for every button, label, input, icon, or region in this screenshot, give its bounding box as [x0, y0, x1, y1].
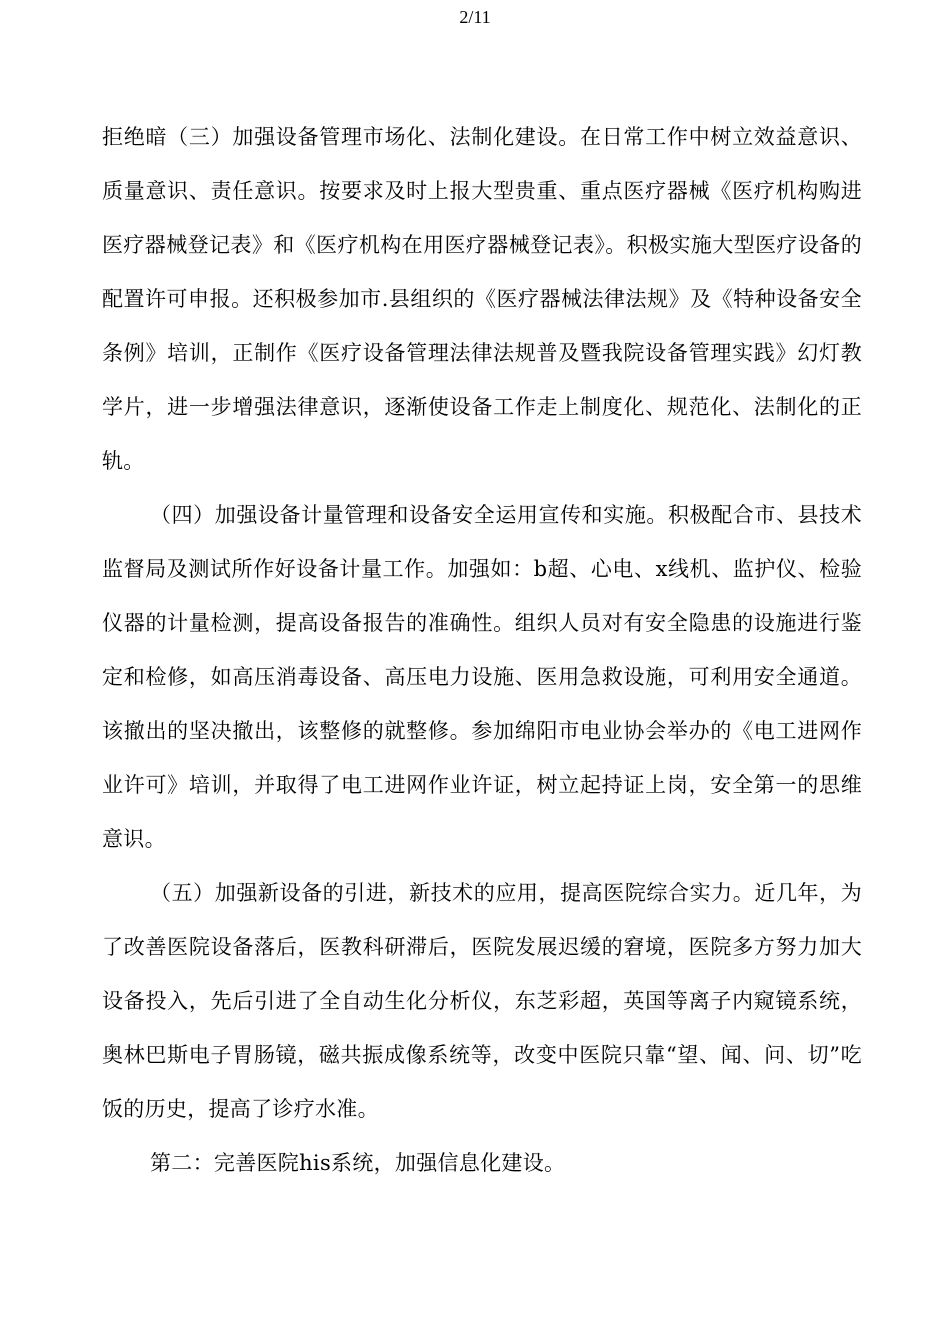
- paragraph-equipment-legal-management: 拒绝暗（三）加强设备管理市场化、法制化建设。在日常工作中树立效益意识、质量意识、责任意识。按要求及时上报大型贵重、重点医疗器械《医疗机构购进医疗器械登记表》和《医疗机构在用医疗器械登记表》。积极实施大型医疗设备的配置许可申报。还积极参加市.县组织的《医疗器械法律法规》及《特种设备安全条例》培训，正制作《医疗设备管理法律法规普及暨我院设备管理实践》幻灯教学片，进一步增强法律意识，逐渐使设备工作走上制度化、规范化、法制化的正轨。: [102, 125, 862, 473]
- paragraph-his-system: 第二：完善医院his系统，加强信息化建设。: [150, 1151, 566, 1175]
- paragraph-metrology-safety: （四）加强设备计量管理和设备安全运用宣传和实施。积极配合市、县技术监督局及测试所作好设备计量工作。加强如：b超、心电、x线机、监护仪、检验仪器的计量检测，提高设备报告的准确性。组织人员对有安全隐患的设施进行鉴定和检修，如高压消毒设备、高压电力设施、医用急救设施，可利用安全通道。该撤出的坚决撤出，该整修的就整修。参加绵阳市电业协会举办的《电工进网作业许可》培训，并取得了电工进网作业许证，树立起持证上岗，安全第一的思维意识。: [102, 503, 862, 851]
- document-body: [102, 110, 862, 1190]
- page-number: 2/11: [459, 7, 491, 27]
- paragraph-new-equipment: （五）加强新设备的引进，新技术的应用，提高医院综合实力。近几年，为了改善医院设备落后，医教科研滞后，医院发展迟缓的窘境，医院多方努力加大设备投入，先后引进了全自动生化分析仪，东芝彩超，英国等离子内窥镜系统，奥林巴斯电子胃肠镜，磁共振成像系统等，改变中医院只靠“望、闻、问、切”吃饭的历史，提高了诊疗水准。: [102, 881, 862, 1121]
